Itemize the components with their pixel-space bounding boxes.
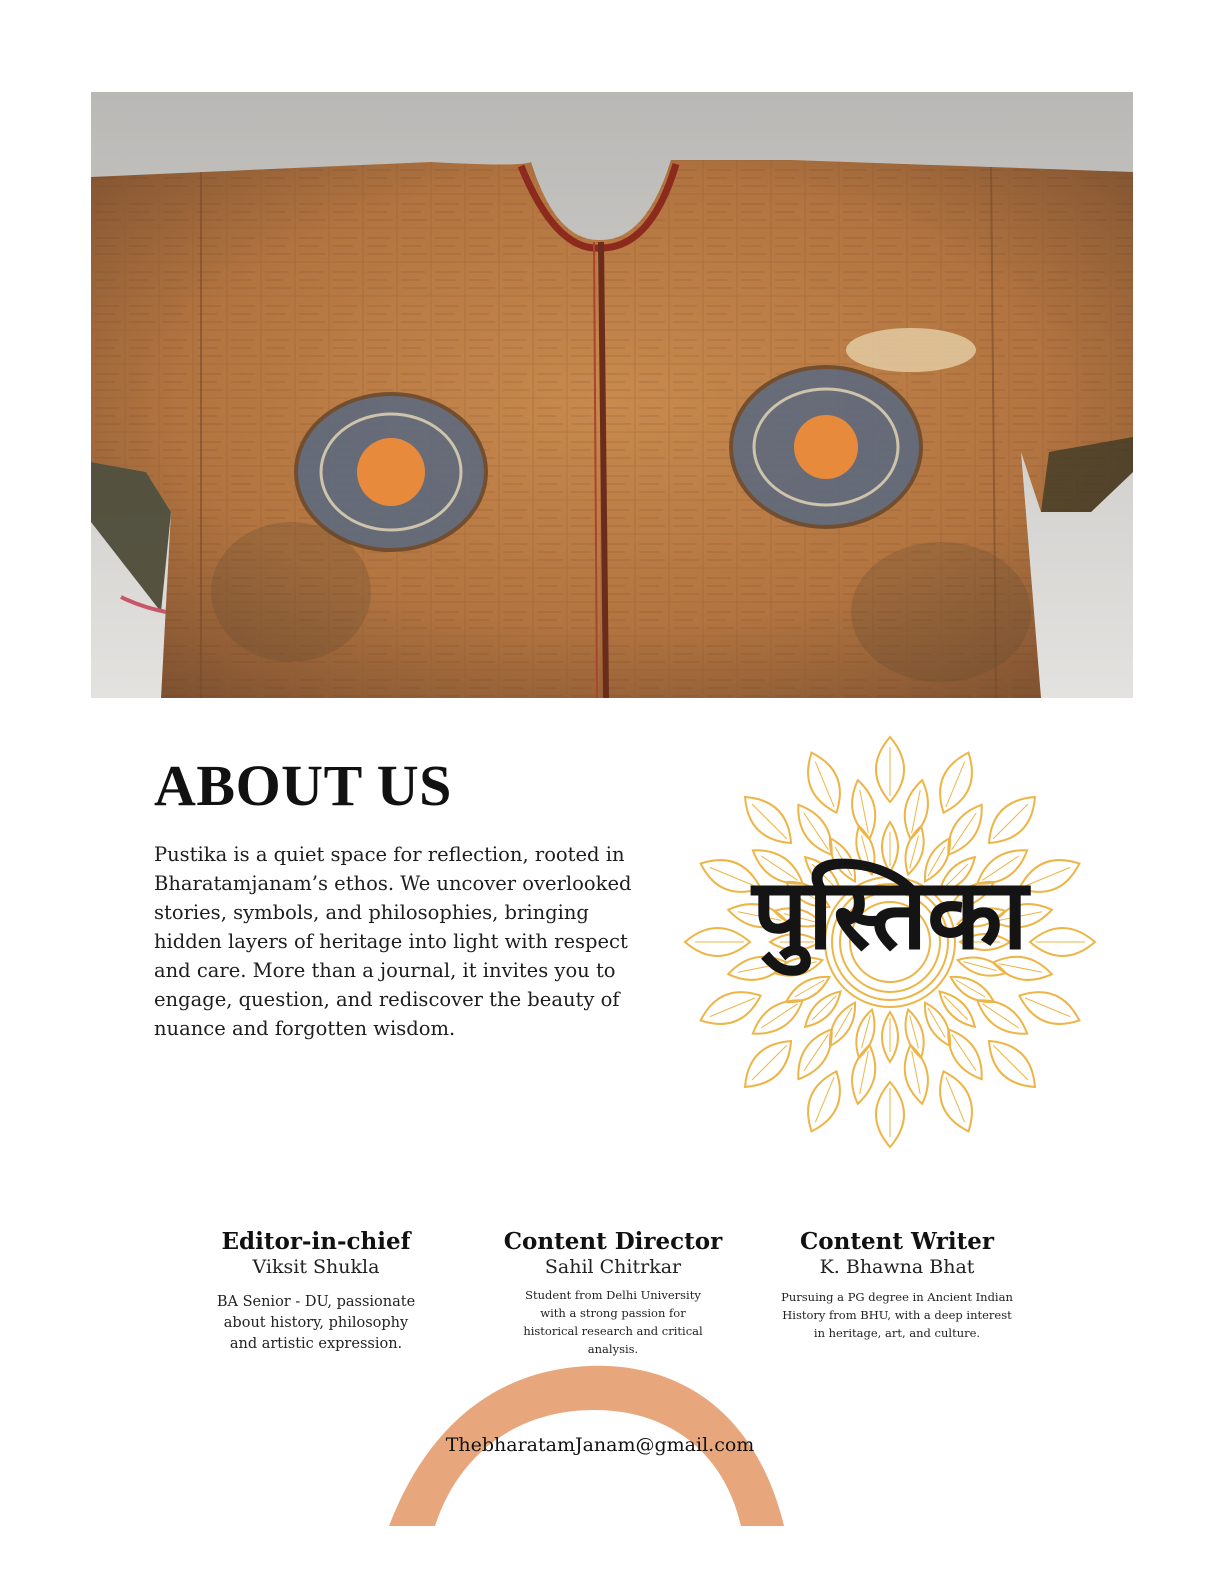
team-member-writer	[776, 1228, 1018, 1342]
team-description: BA Senior - DU, passionate about history, philosophy and artistic expression.	[216, 1294, 416, 1352]
hero-image	[91, 92, 1133, 698]
team-description: Pursuing a PG degree in Ancient Indian History from BHU, with a deep interest in heritage, art, and culture.	[781, 1290, 1013, 1340]
team-name: Sahil Chitrkar	[544, 1256, 682, 1278]
team-role: Content Writer	[799, 1228, 994, 1255]
about-title: ABOUT US	[154, 753, 452, 818]
about-description: Pustika is a quiet space for reflection, rooted in Bharatamjanam’s ethos. We uncover overlooked stories, symbols, and philosophies, bringing hidden layers of heritage into light with respect and care. More than a journal, it invites you to engage, question, and rediscover the beauty of nuance and forgotten wisdom.	[154, 843, 632, 1040]
team-description: Student from Delhi University with a strong passion for historical research and critical analysis.	[523, 1288, 703, 1356]
team-member-editor	[196, 1228, 436, 1355]
logo-wordmark: पुस्तिका	[752, 858, 1028, 972]
team-role: Content Director	[503, 1228, 723, 1255]
team-member-director	[492, 1228, 734, 1358]
contact-email[interactable]: ThebharatamJanam@gmail.com	[445, 1434, 755, 1456]
team-name: K. Bhawna Bhat	[819, 1256, 975, 1278]
team-role: Editor-in-chief	[221, 1228, 411, 1255]
team-name: Viksit Shukla	[252, 1256, 380, 1278]
robe-illustration	[91, 92, 1133, 698]
